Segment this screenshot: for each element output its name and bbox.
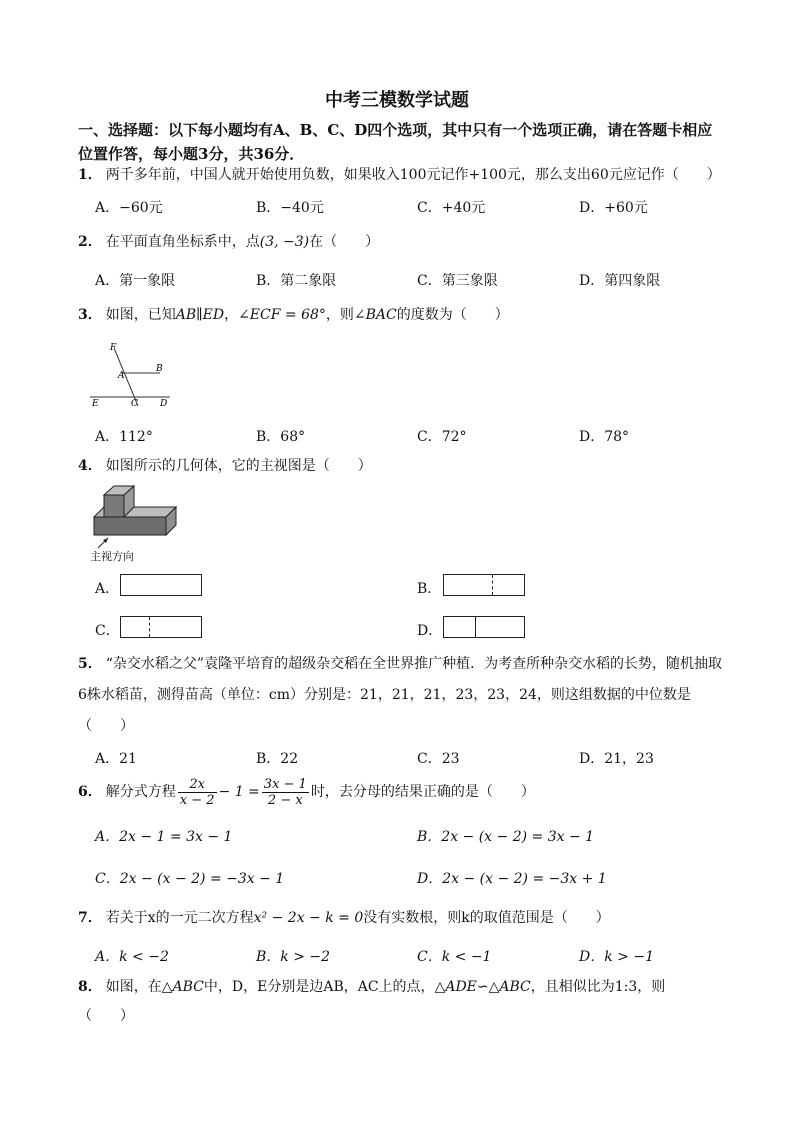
tall-front-face	[104, 495, 124, 517]
label-a: A	[118, 371, 125, 381]
option-b[interactable]: B．	[417, 581, 442, 597]
question-5-line1	[78, 654, 722, 674]
option-d[interactable]: D．78°	[579, 429, 630, 445]
triangle-abc: △ABC	[161, 979, 204, 995]
question-text: ，则	[325, 307, 354, 323]
option-d[interactable]: D．+60元	[579, 200, 648, 216]
option-c[interactable]: C．2x − (x − 2) = −3x − 1	[95, 871, 285, 887]
question-text: 在平面直角坐标系中，点	[105, 234, 260, 250]
label-e: E	[92, 399, 99, 409]
visible-edge	[475, 617, 476, 637]
option-c[interactable]: C．72°	[417, 429, 467, 445]
question-4	[78, 456, 372, 476]
question-2	[78, 232, 379, 252]
question-text: 两千多年前，中国人就开始使用负数，如果收入100元记作+100元，那么支出60元应记作（ ）	[105, 167, 721, 183]
question-number: 3．	[78, 307, 102, 323]
question-text: 如图，在	[105, 979, 162, 995]
question-text: 若关于x的一元二次方程	[105, 910, 254, 926]
label-c: C	[131, 399, 138, 409]
hidden-edge	[492, 575, 493, 595]
question-number: 4．	[78, 458, 102, 474]
question-number: 6．	[78, 784, 102, 800]
option-d-view[interactable]	[443, 616, 525, 638]
label-f: F	[110, 343, 117, 353]
label-d: D	[160, 399, 168, 409]
option-b[interactable]: B．22	[256, 751, 299, 767]
question-text: 如图，已知	[105, 307, 176, 323]
question-text: ，且相似比为1:3，则	[530, 979, 666, 995]
equation-middle: − 1 =	[218, 784, 260, 800]
fraction-numerator: 2x	[178, 777, 217, 793]
question-8	[78, 977, 665, 997]
question-text: 如图所示的几何体，它的主视图是（ ）	[105, 458, 372, 474]
question-number: 7．	[78, 910, 102, 926]
option-c[interactable]: C．	[95, 623, 120, 639]
option-a[interactable]: A．第一象限	[95, 273, 176, 289]
option-a[interactable]: A．21	[95, 751, 137, 767]
option-b[interactable]: B．2x − (x − 2) = 3x − 1	[417, 829, 595, 845]
option-d[interactable]: D．	[417, 623, 443, 639]
separator: ，	[224, 307, 239, 323]
option-d[interactable]: D．21，23	[579, 751, 654, 767]
fraction-right	[262, 777, 309, 808]
question-1	[78, 165, 721, 185]
question-5-line2: 6株水稻苗，测得苗高（单位：cm）分别是：21，21，21，23，23，24，则这组数据的中位数是	[78, 687, 691, 703]
fraction-denominator: 2 − x	[267, 792, 303, 808]
option-b[interactable]: B．68°	[256, 429, 306, 445]
question-text: 中，D，E分别是边AB，AC上的点，	[203, 979, 435, 995]
question-number: 1．	[78, 167, 102, 183]
question-number: 2．	[78, 234, 102, 250]
question-text: 的度数为（ ）	[396, 307, 509, 323]
question-3	[78, 305, 509, 325]
fraction-numerator: 3x − 1	[263, 776, 307, 792]
question-text: 解分式方程	[105, 784, 176, 800]
question-6	[78, 775, 535, 809]
question-5-line3: （ ）	[78, 718, 134, 734]
target-angle: ∠BAC	[353, 307, 397, 323]
question-number: 8．	[78, 979, 102, 995]
section-header-line1: 一、选择题：以下每小题均有A、B、C、D四个选项，其中只有一个选项正确，请在答题卡相应	[78, 121, 713, 139]
option-c-view[interactable]	[120, 616, 202, 638]
fraction-left	[178, 777, 217, 808]
option-c[interactable]: C．k < −1	[417, 949, 492, 965]
option-a[interactable]: A．−60元	[95, 200, 163, 216]
hidden-edge	[149, 617, 150, 637]
option-a-view[interactable]	[120, 574, 202, 596]
question-text: 时，去分母的结果正确的是（ ）	[310, 784, 535, 800]
option-a[interactable]: A．2x − 1 = 3x − 1	[95, 829, 233, 845]
fraction-denominator: x − 2	[179, 792, 215, 808]
option-c[interactable]: C．+40元	[417, 200, 486, 216]
angle-condition: ∠ECF = 68°	[238, 307, 326, 323]
parallel-condition: AB∥ED	[175, 307, 225, 323]
option-b[interactable]: B．第二象限	[256, 273, 337, 289]
label-b: B	[156, 364, 163, 374]
question-7	[78, 908, 610, 928]
option-c[interactable]: C．23	[417, 751, 460, 767]
question-text: “杂交水稻之父”袁隆平培育的超级杂交稻在全世界推广种植．为考查所种杂交水稻的长势，随机抽取	[105, 656, 723, 672]
page-title: 中考三模数学试题	[325, 90, 469, 111]
option-d[interactable]: D．第四象限	[579, 273, 661, 289]
parallel-lines-figure	[88, 340, 178, 410]
question-text: 没有实数根，则k的取值范围是（ ）	[363, 910, 610, 926]
question-8-line2: （ ）	[78, 1008, 134, 1024]
quadratic-equation: x² − 2x − k = 0	[253, 910, 364, 926]
section-header-line2: 位置作答，每小题3分，共36分．	[78, 145, 305, 163]
question-number: 5．	[78, 656, 102, 672]
option-c[interactable]: C．第三象限	[417, 273, 498, 289]
question-text: 在（ ）	[309, 234, 380, 250]
figure-caption: 主视方向	[90, 550, 134, 563]
option-b-view[interactable]	[443, 574, 525, 596]
option-a[interactable]: A．k < −2	[95, 949, 169, 965]
front-face	[94, 517, 166, 535]
option-d[interactable]: D．2x − (x − 2) = −3x + 1	[417, 871, 607, 887]
option-b[interactable]: B．−40元	[256, 200, 324, 216]
point-coordinates: (3, −3)	[259, 234, 310, 250]
option-a[interactable]: A．112°	[95, 429, 153, 445]
similarity-relation: △ADE∽△ABC	[434, 979, 531, 995]
option-b[interactable]: B．k > −2	[256, 949, 331, 965]
option-d[interactable]: D．k > −1	[579, 949, 654, 965]
option-a[interactable]: A．	[95, 581, 120, 597]
